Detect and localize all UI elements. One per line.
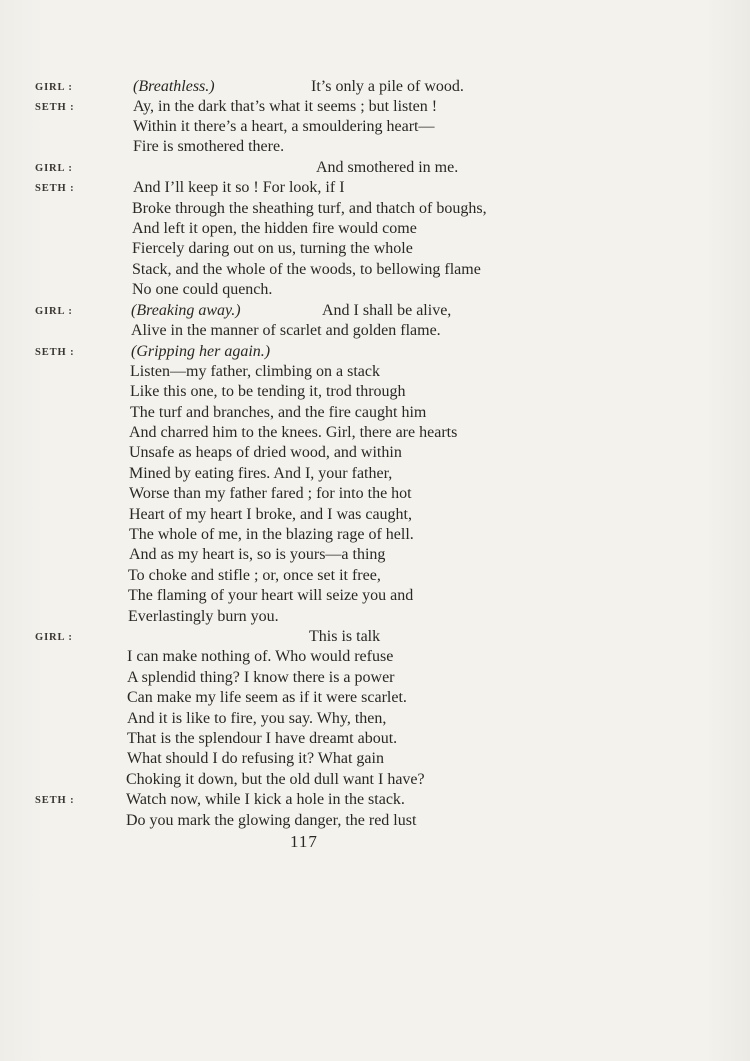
line-text: And charred him to the knees. Girl, there are hearts — [129, 424, 458, 441]
line-text: Unsafe as heaps of dried wood, and within — [129, 444, 402, 461]
dialogue-line — [0, 177, 750, 199]
line-text: Do you mark the glowing danger, the red lust — [126, 812, 417, 829]
line-text: Alive in the manner of scarlet and golden flame. — [131, 322, 441, 339]
line-text: Broke through the sheathing turf, and thatch of boughs, — [132, 200, 487, 217]
line-text: And left it open, the hidden fire would come — [132, 220, 417, 237]
verse-line — [0, 606, 750, 628]
stage-direction: (Breathless.) — [133, 78, 215, 95]
speaker-label: GIRL : — [35, 163, 73, 174]
line-text: Heart of my heart I broke, and I was caught, — [129, 506, 412, 523]
line-text: Within it there’s a heart, a smouldering heart— — [133, 118, 435, 135]
speaker-label: GIRL : — [35, 82, 73, 93]
line-text: And it is like to fire, you say. Why, then, — [127, 710, 387, 727]
line-text: What should I do refusing it? What gain — [127, 750, 384, 767]
verse-line — [0, 218, 750, 240]
line-text: And I shall be alive, — [322, 302, 452, 319]
line-text: I can make nothing of. Who would refuse — [127, 648, 394, 665]
verse-line — [0, 116, 750, 138]
verse-line — [0, 198, 750, 220]
verse-line — [0, 585, 750, 607]
speaker-label: SETH : — [35, 102, 75, 113]
dialogue-line — [0, 789, 750, 811]
dialogue-line — [0, 157, 750, 179]
verse-line — [0, 402, 750, 424]
verse-line — [0, 422, 750, 444]
speaker-label: GIRL : — [35, 632, 73, 643]
verse-line — [0, 769, 750, 791]
verse-line — [0, 708, 750, 730]
line-text: Fiercely daring out on us, turning the whole — [132, 240, 413, 257]
line-text: Watch now, while I kick a hole in the stack. — [126, 791, 405, 808]
line-text: Worse than my father fared ; for into the hot — [129, 485, 412, 502]
verse-line — [0, 544, 750, 566]
line-text: To choke and stifle ; or, once set it free, — [128, 567, 381, 584]
verse-line — [0, 687, 750, 709]
line-text: And I’ll keep it so ! For look, if I — [133, 179, 345, 196]
line-text: This is talk — [309, 628, 381, 645]
verse-line — [0, 381, 750, 403]
verse-line — [0, 136, 750, 158]
line-text: It’s only a pile of wood. — [311, 78, 464, 95]
speaker-label: GIRL : — [35, 306, 73, 317]
line-text: That is the splendour I have dreamt about. — [127, 730, 398, 747]
verse-line — [0, 442, 750, 464]
line-text: Fire is smothered there. — [133, 138, 285, 155]
verse-line — [0, 361, 750, 383]
line-text: Stack, and the whole of the woods, to bellowing flame — [132, 261, 481, 278]
verse-line — [0, 748, 750, 770]
verse-line — [0, 565, 750, 587]
verse-line — [0, 667, 750, 689]
line-text: And smothered in me. — [316, 159, 459, 176]
line-text: Can make my life seem as if it were scarlet. — [127, 689, 407, 706]
verse-line — [0, 810, 750, 832]
verse-line — [0, 279, 750, 301]
verse-line — [0, 728, 750, 750]
line-text: Like this one, to be tending it, trod through — [130, 383, 406, 400]
verse-line — [0, 646, 750, 668]
dialogue-line — [0, 96, 750, 118]
line-text: The flaming of your heart will seize you and — [128, 587, 414, 604]
line-text: Choking it down, but the old dull want I have? — [126, 771, 425, 788]
line-text: And as my heart is, so is yours—a thing — [129, 546, 386, 563]
verse-line — [0, 238, 750, 260]
line-text: No one could quench. — [132, 281, 273, 298]
dialogue-line — [0, 76, 750, 98]
speaker-label: SETH : — [35, 183, 75, 194]
verse-line — [0, 320, 750, 342]
line-text: Listen—my father, climbing on a stack — [130, 363, 380, 380]
verse-line — [0, 259, 750, 281]
line-text: The turf and branches, and the fire caught him — [130, 404, 427, 421]
line-text: Mined by eating fires. And I, your father, — [129, 465, 393, 482]
verse-line — [0, 504, 750, 526]
line-text: Ay, in the dark that’s what it seems ; but listen ! — [133, 98, 438, 115]
speaker-label: SETH : — [35, 795, 75, 806]
verse-line — [0, 483, 750, 505]
dialogue-line — [0, 341, 750, 363]
dialogue-line — [0, 300, 750, 322]
verse-line — [0, 524, 750, 546]
speaker-label: SETH : — [35, 347, 75, 358]
line-text: Everlastingly burn you. — [128, 608, 279, 625]
verse-line — [0, 463, 750, 485]
stage-direction: (Breaking away.) — [131, 302, 241, 319]
line-text: The whole of me, in the blazing rage of hell. — [129, 526, 414, 543]
page-number: 117 — [290, 832, 318, 851]
dialogue-line — [0, 626, 750, 648]
stage-direction: (Gripping her again.) — [131, 343, 271, 360]
line-text: A splendid thing? I know there is a power — [127, 669, 395, 686]
